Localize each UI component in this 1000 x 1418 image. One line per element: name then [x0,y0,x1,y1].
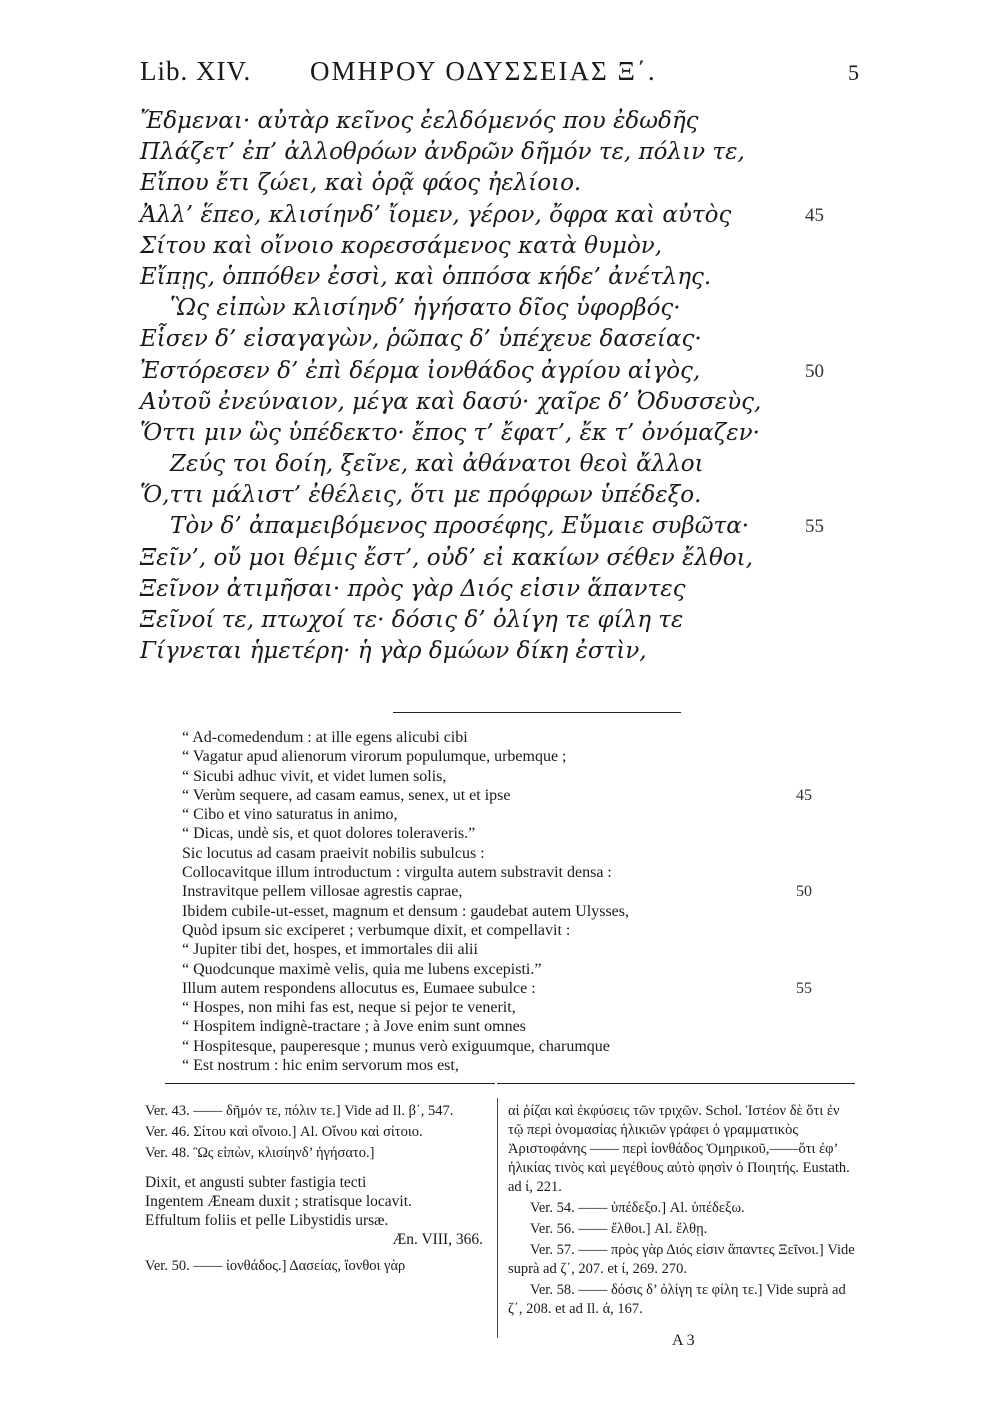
greek-verse-line-text: Ἔδμεναι· αὐτὰρ κεῖνος ἐελδόμενός που ἐδωδῆς [140,108,699,134]
greek-verse-line-text: Τὸν δ’ ἀπαμειβόμενος προσέφης, Εὔμαιε συβῶτα· [170,513,750,540]
latin-verse-line [182,863,842,882]
latin-verse-line-text: “ Hospitem indignè-tractare ; à Jove enim sunt omnes [182,1018,526,1036]
latin-verse-line [182,728,842,747]
greek-verse-line [140,605,860,636]
greek-verse-line [140,543,860,574]
latin-verse-line-text: Sic locutus ad casam praeivit nobilis subulcus : [182,844,485,862]
footnote: Ver. 46. Σίτου καὶ οἴνοιο.] Al. Οἴνου καὶ σίτοιο. [145,1124,423,1140]
latin-verse-line [182,882,842,901]
latin-verse-line-text: Ibidem cubile-ut-esset, magnum et densum : gaudebat autem Ulysses, [182,902,629,920]
greek-verse-line-text: Αὐτοῦ ἐνεύναιον, μέγα καὶ δασύ· χαῖρε δ’ Ὀδυσσεὺς, [140,388,762,415]
footnote: Ver. 43. —— δῆμόν τε, πόλιν τε.] Vide ad Il. β΄, 547. [145,1103,454,1119]
latin-verse-line-text: Instravitque pellem villosae agrestis caprae, [182,883,463,901]
latin-verse-line-text: Illum autem respondens allocutus es, Eumaee subulce : [182,979,536,997]
quote-line: Effultum foliis et pelle Libystidis ursæ. [145,1212,389,1229]
running-head [140,56,860,90]
greek-verse-line-text: Σίτου καὶ οἴνοιο κορεσσάμενος κατὰ θυμὸν, [140,232,663,259]
line-number: 55 [805,516,824,538]
greek-verse-line-text: Ὅττι μιν ὣς ὑπέδεκτο· ἔπος τ’ ἔφατ’, ἔκ τ’ ὀνόμαζεν· [140,419,760,446]
latin-verse-line [182,1037,842,1056]
greek-verse-line [140,168,860,199]
latin-verse-line [182,979,842,998]
line-number: 55 [796,979,812,997]
footnote: Ver. 48. Ὣς εἰπὼν, κλισίηνδ’ ἡγήσατο.] [145,1145,375,1161]
greek-verse-line [140,262,860,293]
greek-verse-line [140,231,860,262]
footnote: Ver. 50. —— ἰονθάδος.] Δασείας, ἴονθοι γὰρ [145,1258,406,1274]
latin-verse-line-text: “ Quodcunque maximè velis, quia me lubens excepisti.” [182,960,542,978]
greek-verse-line-text: Ἀλλ’ ἕπεο, κλισίηνδ’ ἴομεν, γέρον, ὄφρα καὶ αὐτὸς [140,201,732,228]
quote-line: Dixit, et angusti subter fastigia tecti [145,1174,367,1191]
quote-source: Æn. VIII, 366. [392,1231,483,1248]
book-label: Lib. XIV. [140,56,252,86]
virgil-quote [145,1173,493,1249]
footnote: Ver. 56. —— ἔλθοι.] Al. ἔλθῃ. [530,1221,708,1237]
latin-verse-line-text: “ Sicubi adhuc vivit, et videt lumen solis, [182,767,447,785]
line-number: 50 [796,883,812,901]
greek-verse-line [140,418,860,449]
greek-verse-line [140,324,860,355]
greek-verse-line-text: Γίγνεται ἡμετέρη· ἡ γὰρ δμώων δίκη ἐστὶν, [140,638,647,665]
latin-verse-line-text: Collocavitque illum introductum : virgulta autem substravit densa : [182,864,612,882]
latin-verse-line-text: “ Ad-comedendum : at ille egens alicubi cibi [182,729,468,746]
greek-verse-line [140,449,860,480]
work-title: ΟΜΗΡΟΥ ΟΔΥΣΣΕΙΑΣ Ξ΄. [310,56,657,86]
notes-column-divider [497,1098,498,1338]
greek-verse-line-text: Εἷσεν δ’ εἰσαγαγὼν, ῥῶπας δ’ ὑπέχευε δασείας· [140,326,702,353]
latin-verse-line [182,767,842,786]
greek-verse-line [140,356,860,387]
greek-verse-line-text: Ζεύς τοι δοίη, ξεῖνε, καὶ ἀθάνατοι θεοὶ ἄλλοι [170,451,704,478]
greek-verse-line-text: Εἴπῃς, ὁππόθεν ἐσσὶ, καὶ ὁππόσα κήδε’ ἀνέτλης. [140,263,712,290]
notes-rule-left [165,1083,495,1084]
footnote: Ver. 54. —— ὑπέδεξο.] Al. ὑπέδεξω. [530,1200,745,1216]
greek-verse-line [140,137,860,168]
greek-verse-line [140,293,860,324]
latin-verse-line-text: “ Dicas, undè sis, et quot dolores toleraveris.” [182,825,476,843]
latin-verse-line [182,902,842,921]
notes-rule-right [497,1083,855,1084]
latin-verse-line-text: “ Hospes, non mihi fas est, neque si pejor te venerit, [182,999,516,1017]
greek-verse-line [140,387,860,418]
notes-right-column [508,1102,858,1321]
latin-verse-line [182,940,842,959]
latin-verse-line-text: “ Verùm sequere, ad casam eamus, senex, ut et ipse [182,786,511,804]
greek-verse-line [140,106,860,137]
latin-translation-block [182,728,842,1075]
greek-verse-line-text: Ἐστόρεσεν δ’ ἐπὶ δέρμα ἰονθάδος ἀγρίου αἰγὸς, [140,357,701,384]
latin-verse-line-text: “ Cibo et vino saturatus in animo, [182,806,398,824]
greek-text-block [140,106,860,667]
latin-verse-line [182,747,842,766]
latin-verse-line [182,921,842,940]
latin-verse-line-text: “ Hospitesque, pauperesque ; munus verò exiguumque, charumque [182,1037,610,1055]
greek-verse-line-text: Ξεῖν’, οὔ μοι θέμις ἔστ’, οὐδ’ εἰ κακίων σέθεν ἔλθοι, [140,544,753,571]
greek-verse-line [140,480,860,511]
latin-verse-line-text: “ Jupiter tibi det, hospes, et immortales dii alii [182,941,478,959]
greek-verse-line-text: Ὅ,ττι μάλιστ’ ἐθέλεις, ὅτι με πρόφρων ὑπέδεξο. [140,482,702,509]
footnote: αἱ ῥίζαι καὶ ἐκφύσεις τῶν τριχῶν. Schol. Ἰστέον δὲ ὅτι ἐν τῷ περὶ ὀνομασίας ἡλικιῶν γράφει ὁ γραμματικὸς Ἀριστοφάνης —— περὶ ἰονθάδος Ὁμηρικοῦ,——ὅτι ἐφ’ ἡλικίας τινὸς καὶ μεγέθους αὐτὸ φησὶν ὁ Ποιητής. Eustath. ad ί, 221. [508,1103,850,1195]
greek-verse-line-text: Ξεῖνοί τε, πτωχοί τε· δόσις δ’ ὀλίγη τε φίλη τε [140,607,684,633]
greek-verse-line-text: Εἴπου ἔτι ζώει, καὶ ὁρᾷ φάος ἠελίοιο. [140,170,582,197]
page-number: 5 [848,60,860,85]
notes-left-column [145,1102,493,1278]
latin-verse-line-text: “ Est nostrum : hic enim servorum mos est, [182,1057,459,1075]
section-divider [393,712,681,713]
greek-verse-line [140,200,860,231]
latin-verse-line [182,998,842,1017]
greek-verse-line-text: Ὣς εἰπὼν κλισίηνδ’ ἡγήσατο δῖος ὑφορβός· [170,295,681,322]
greek-verse-line-text: Ξεῖνον ἀτιμῆσαι· πρὸς γὰρ Διός εἰσιν ἅπαντες [140,575,686,602]
line-number: 50 [805,360,824,382]
latin-verse-line [182,1017,842,1036]
latin-verse-line [182,844,842,863]
greek-verse-line-text: Πλάζετ’ ἐπ’ ἀλλοθρόων ἀνδρῶν δῆμόν τε, πόλιν τε, [140,139,745,166]
latin-verse-line [182,960,842,979]
latin-verse-line-text: “ Vagatur apud alienorum virorum populumque, urbemque ; [182,748,567,766]
greek-verse-line [140,511,860,542]
footnote: Ver. 58. —— δόσις δ’ ὀλίγη τε φίλη τε.] Vide suprà ad ζ΄, 208. et ad Il. ά, 167. [508,1282,846,1317]
line-number: 45 [805,204,824,226]
latin-verse-line [182,1056,842,1075]
latin-verse-line [182,805,842,824]
line-number: 45 [796,786,812,804]
signature-mark: A 3 [672,1332,695,1349]
footnote: Ver. 57. —— πρὸς γὰρ Διός εἰσιν ἅπαντες Ξεῖνοι.] Vide suprà ad ζ΄, 207. et ί, 269. 270. [508,1242,855,1277]
quote-line: Ingentem Æneam duxit ; stratisque locavit. [145,1193,412,1210]
greek-verse-line [140,636,860,667]
latin-verse-line-text: Quòd ipsum sic exciperet ; verbumque dixit, et compellavit : [182,921,571,939]
greek-verse-line [140,574,860,605]
latin-verse-line [182,824,842,843]
latin-verse-line [182,786,842,805]
